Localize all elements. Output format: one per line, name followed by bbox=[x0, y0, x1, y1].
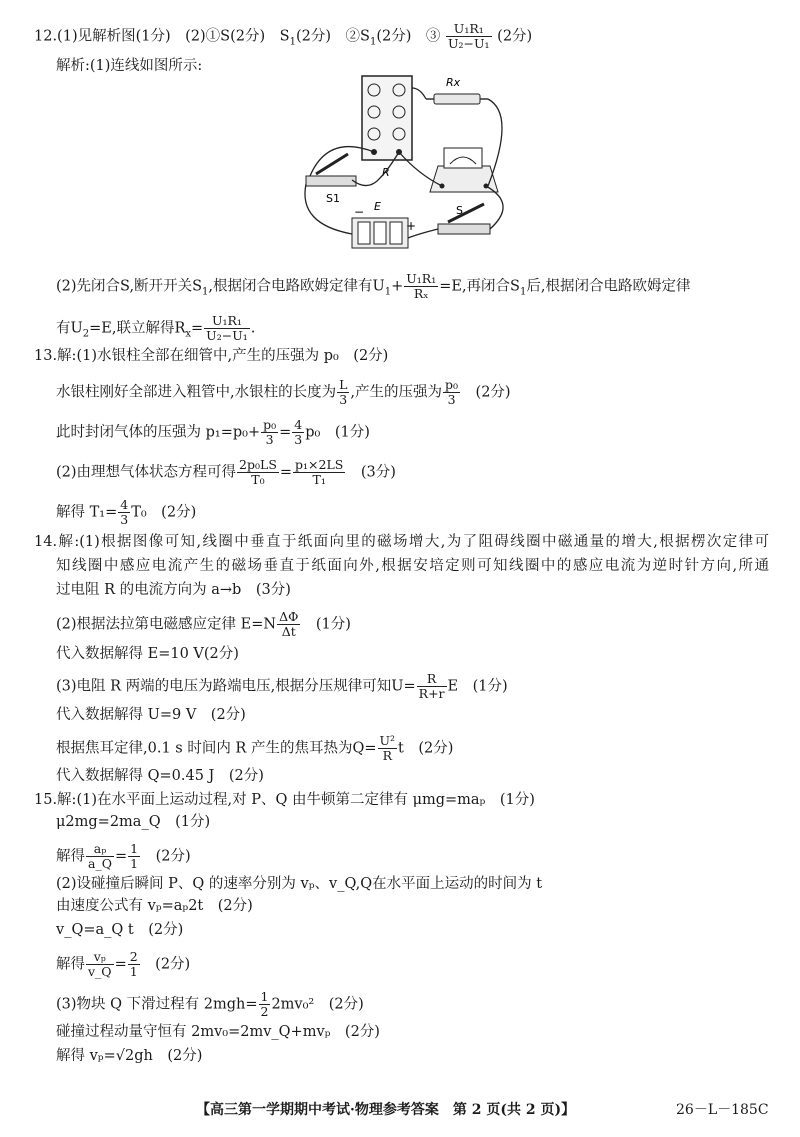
fraction: $\frac{4}{3}$ bbox=[120, 497, 129, 527]
fraction: $\frac{\text{U₁R₁}}{\text{Rₓ}}$ bbox=[406, 271, 437, 301]
fraction: $\frac{\text{U²}}{R}$ bbox=[379, 733, 396, 763]
label-minus: − bbox=[354, 205, 365, 219]
fraction: $\frac{\text{U₁R₁}}{\text{U₂−U₁}}$ bbox=[206, 313, 248, 343]
q15-line3: 解得 $\frac{\text{aₚ}}{a\_Q}$ = $\frac{1}{1}$ (2分) bbox=[56, 841, 191, 871]
fraction: $\frac{\Delta\Phi}{\Delta t}$ bbox=[279, 609, 299, 639]
q14-line3: 过电阻 R 的电流方向为 a→b (3分) bbox=[56, 582, 291, 598]
fraction: $\frac{1}{1}$ bbox=[130, 841, 139, 871]
fraction: $\frac{R}{R+r}$ bbox=[418, 671, 445, 701]
q14-line5: 代入数据解得 E=10 V(2分) bbox=[56, 646, 239, 662]
fraction: $\frac{\text{p₀}}{3}$ bbox=[263, 417, 277, 447]
fraction: $\frac{4}{3}$ bbox=[294, 417, 303, 447]
q13-line4: (2)由理想气体状态方程可得 $\frac{\text{2p₀LS}}{\text{T₀}}$ = $\frac{\text{p₁×2LS}}{\text{T₁}}$ (3分) bbox=[56, 457, 396, 487]
q13-line1: 13.解:(1)水银柱全部在细管中,产生的压强为 p₀ (2分) bbox=[34, 348, 389, 364]
label-s1: S1 bbox=[326, 192, 340, 205]
q13-line2: 水银柱刚好全部进入粗管中,水银柱的长度为 $\frac{L}{3}$ ,产生的压强为 $\frac{\text{p₀}}{3}$ (2分) bbox=[56, 377, 511, 407]
circuit-diagram bbox=[288, 74, 520, 254]
q12-explain: 解析:(1)连线如图所示: bbox=[56, 58, 203, 74]
fraction: $\frac{\text{vₚ}}{v\_Q}$ bbox=[88, 949, 112, 979]
q15-line9: 碰撞过程动量守恒有 2mv₀=2mv_Q+mvₚ (2分) bbox=[56, 1024, 380, 1040]
label-plus: + bbox=[406, 219, 417, 233]
resistance-box bbox=[362, 76, 412, 160]
resistor-rx bbox=[426, 94, 488, 104]
q12-part2-line1: (2)先闭合S,断开开关$S_1$,根据闭合电路欧姆定律有$U_1+$ $\frac{\text{U₁R₁}}{\text{Rₓ}}$ =E,再闭合$S_1$后,根据闭合电路欧姆定律 bbox=[56, 271, 691, 301]
fraction: $\frac{\text{p₀}}{3}$ bbox=[445, 377, 459, 407]
q14-line6: (3)电阻 R 两端的电压为路端电压,根据分压规律可知U= $\frac{R}{R+r}$ E (1分) bbox=[56, 671, 508, 701]
battery bbox=[352, 218, 408, 248]
label-rx: Rx bbox=[446, 76, 461, 89]
fraction: $\frac{\text{aₚ}}{a\_Q}$ bbox=[88, 841, 112, 871]
label-s: S bbox=[456, 204, 463, 217]
q15-line2: μ2mg=2ma_Q (1分) bbox=[56, 814, 211, 830]
fraction: $\frac{L}{3}$ bbox=[339, 377, 348, 407]
footer-title: 【高三第一学期期中考试·物理参考答案 第 2 页(共 2 页)】 bbox=[196, 1102, 576, 1118]
q15-line5: 由速度公式有 vₚ=aₚ2t (2分) bbox=[56, 898, 253, 914]
switch-s bbox=[438, 204, 490, 234]
q15-line7: 解得 $\frac{\text{vₚ}}{v\_Q}$ = $\frac{2}{1}$ (2分) bbox=[56, 949, 191, 979]
q14-line7: 代入数据解得 U=9 V (2分) bbox=[56, 707, 246, 723]
fraction: $\frac{\text{p₁×2LS}}{\text{T₁}}$ bbox=[295, 457, 344, 487]
fraction: $\frac{1}{2}$ bbox=[260, 989, 269, 1019]
q12-header: 12.(1)见解析图(1分) (2)①S(2分) $S_1(2$分) $②S_1(2$分) ③ $\frac{\text{U₁R₁}}{\text{U₂−U₁}}$ (2分) bbox=[34, 21, 533, 51]
fraction: $\frac{\text{2p₀LS}}{\text{T₀}}$ bbox=[239, 457, 277, 487]
q15-line8: (3)物块 Q 下滑过程有 2mgh= $\frac{1}{2}$ 2mv₀² (2分) bbox=[56, 989, 364, 1019]
q14-line2: 知线圈中感应电流产生的磁场垂直于纸面向外,根据安培定则可知线圈中的感应电流为逆时针方向,所通 bbox=[56, 558, 769, 574]
q15-line4: (2)设碰撞后瞬间 P、Q 的速率分别为 vₚ、v_Q,Q在水平面上运动的时间为 t bbox=[56, 876, 543, 892]
label-r: R bbox=[382, 166, 390, 179]
fraction: $\frac{\text{U₁R₁}}{\text{U₂−U₁}}$ bbox=[447, 21, 490, 51]
fraction: $\frac{2}{1}$ bbox=[129, 949, 138, 979]
footer-code: 26－L－185C bbox=[676, 1102, 769, 1118]
q15-line6: v_Q=a_Q t (2分) bbox=[56, 922, 184, 938]
q14-line8: 根据焦耳定律,0.1 s 时间内 R 产生的焦耳热为Q= $\frac{\text{U²}}{R}$ t (2分) bbox=[56, 733, 454, 763]
q13-line3: 此时封闭气体的压强为 p₁=p₀+ $\frac{\text{p₀}}{3}$ = $\frac{4}{3}$ p₀ (1分) bbox=[56, 417, 370, 447]
q15-line1: 15.解:(1)在水平面上运动过程,对 P、Q 由牛顿第二定律有 μmg=maₚ (1分) bbox=[34, 792, 535, 808]
q14-line1: 14.解:(1)根据图像可知,线圈中垂直于纸面向里的磁场增大,为了阻碍线圈中磁通量的增大,根据楞次定律可 bbox=[34, 534, 769, 550]
q14-line4: (2)根据法拉第电磁感应定律 E=N $\frac{\Delta\Phi}{\Delta t}$ (1分) bbox=[56, 609, 351, 639]
q12-part2-line2: 有$U_2=E$,联立解得$R_x=$ $\frac{\text{U₁R₁}}{\text{U₂−U₁}}$ . bbox=[56, 313, 256, 343]
q15-line10: 解得 vₚ=√2gh (2分) bbox=[56, 1048, 203, 1064]
label-e: E bbox=[374, 200, 381, 213]
q13-line5: 解得 T₁= $\frac{4}{3}$ T₀ (2分) bbox=[56, 497, 197, 527]
q14-line9: 代入数据解得 Q=0.45 J (2分) bbox=[56, 768, 264, 784]
